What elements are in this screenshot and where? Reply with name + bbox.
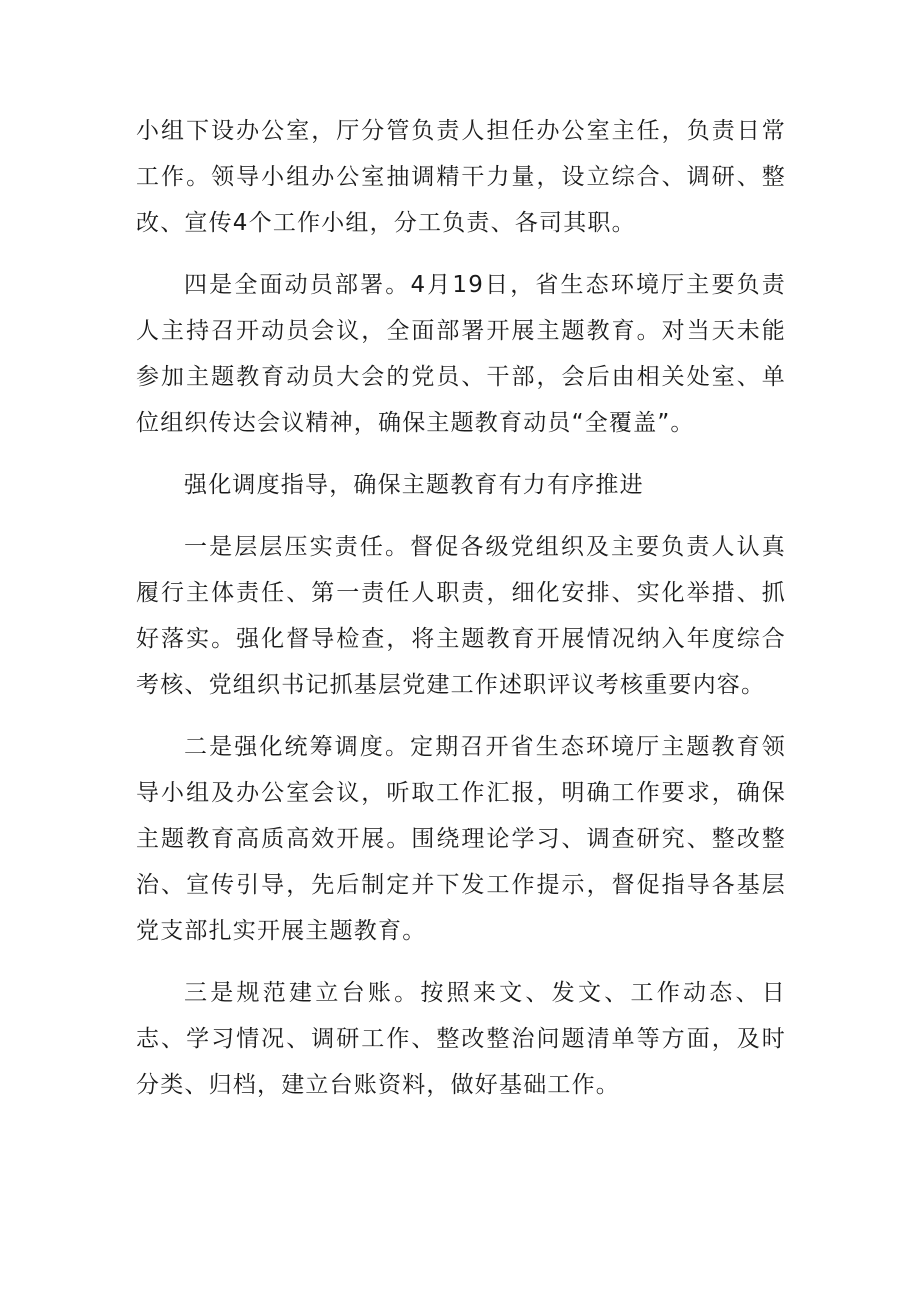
paragraph-mobilization: 四是全面动员部署。4月19日，省生态环境厅主要负责人主持召开动员会议，全面部署开展主题教育。对当天未能参加主题教育动员大会的党员、干部，会后由相关处室、单位组织传达会议精神，确保主题教育动员“全覆盖”。 [136, 272, 786, 436]
paragraph-office-setup: 小组下设办公室，厅分管负责人担任办公室主任，负责日常工作。领导小组办公室抽调精干力量，设立综合、调研、整改、宣传4个工作小组，分工负责、各司其职。 [136, 118, 786, 236]
document-body [136, 108, 786, 1108]
paragraph-responsibility: 一是层层压实责任。督促各级党组织及主要负责人认真履行主体责任、第一责任人职责，细化安排、实化举措、抓好落实。强化督导检查，将主题教育开展情况纳入年度综合考核、党组织书记抓基层党建工作述职评议考核重要内容。 [136, 534, 786, 698]
paragraph-gap [136, 246, 786, 262]
paragraph-coordination: 二是强化统筹调度。定期召开省生态环境厅主题教育领导小组及办公室会议，听取工作汇报，明确工作要求，确保主题教育高质高效开展。围绕理论学习、调查研究、整改整治、宣传引导，先后制定并下发工作提示，督促指导各基层党支部扎实开展主题教育。 [136, 734, 786, 944]
paragraph-gap [136, 954, 786, 970]
paragraph-gap [136, 708, 786, 724]
paragraph-gap [136, 508, 786, 524]
paragraph-ledger: 三是规范建立台账。按照来文、发文、工作动态、日志、学习情况、调研工作、整改整治问题清单等方面，及时分类、归档，建立台账资料，做好基础工作。 [136, 980, 786, 1098]
paragraph-gap [136, 446, 786, 462]
section-heading-guidance: 强化调度指导，确保主题教育有力有序推进 [184, 472, 644, 498]
